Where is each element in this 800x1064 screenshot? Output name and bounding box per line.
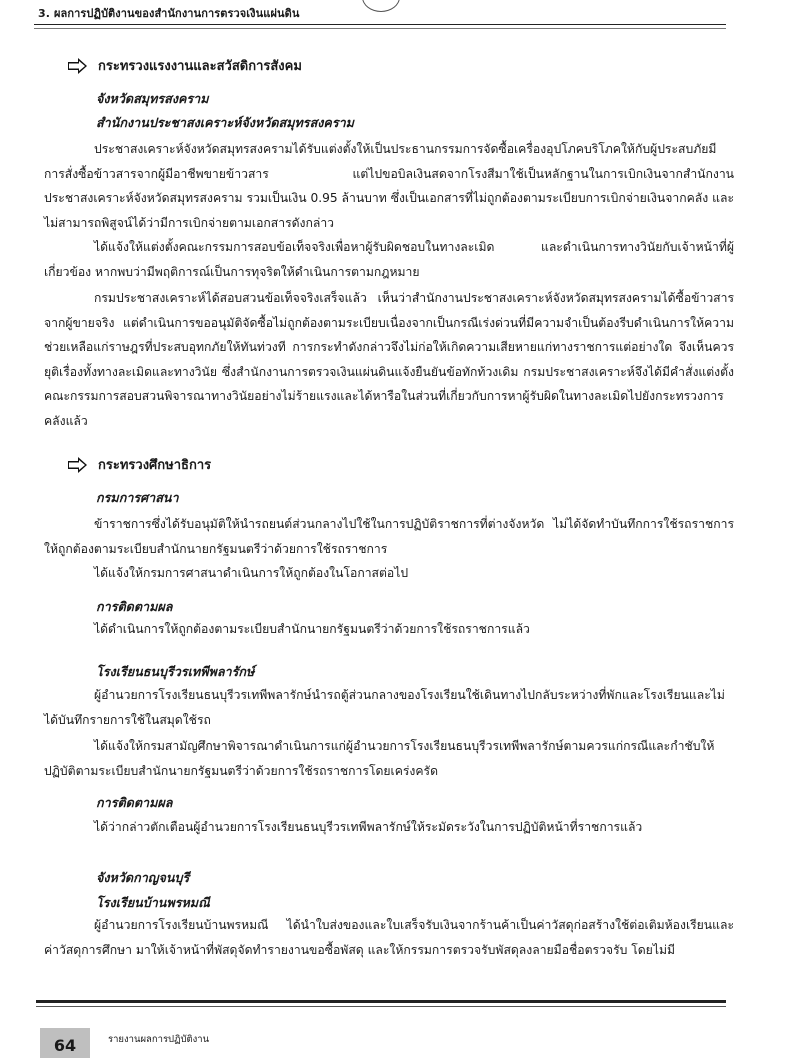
paragraph: ประชาสงเคราะห์จังหวัดสมุทรสงครามได้รับแต่งตั้งให้เป็นประธานกรรมการจัดซื้อเครื่องอุปโภคบริโภคให้กับผู้ประสบภัยมีการสั่งซื้อข้าวสารจากผู้มีอาชีพขายข้าวสาร แต่ไปขอบิลเงินสดจากโรงสีมาใช้เป็นหลักฐานในการเบิกเงินจากสำนักงานประชาสงเคราะห์จังหวัดสมุทรสงคราม รวมเป็นเงิน 0.95 ล้านบาท ซึ่งเป็นเอกสารที่ไม่ถูกต้องตามระเบียบการเบิกจ่ายเงินจากคลัง และไม่สามารถพิสูจน์ได้ว่ามีการเบิกจ่ายตามเอกสารดังกล่าว [44, 142, 734, 230]
paragraph: ได้แจ้งให้กรมสามัญศึกษาพิจารณาดำเนินการแก่ผู้อำนวยการโรงเรียนธนบุรีวรเทพีพลารักษ์ตามควรแก่กรณีและกำชับให้ปฏิบัติตามระเบียบสำนักนายกรัฐมนตรีว่าด้วยการใช้รถราชการโดยเคร่งครัด [44, 739, 715, 778]
paragraph: ข้าราชการซึ่งได้รับอนุมัติให้นำรถยนต์ส่วนกลางไปใช้ในการปฏิบัติราชการที่ต่างจังหวัด ไม่ได้จัดทำบันทึกการใช้รถราชการให้ถูกต้องตามระเบียบสำนักนายกรัฐมนตรีว่าด้วยการใช้รถราชการ [44, 517, 734, 556]
header-rule [34, 24, 726, 25]
subheading-province: จังหวัดสมุทรสงคราม [96, 91, 209, 106]
header-rule-thin [34, 28, 726, 29]
arrow-bullet-icon [66, 58, 88, 74]
paragraph: ได้ดำเนินการให้ถูกต้องตามระเบียบสำนักนายกรัฐมนตรีว่าด้วยการใช้รถราชการแล้ว [94, 622, 530, 636]
paragraph: ได้ว่ากล่าวตักเตือนผู้อำนวยการโรงเรียนธนบุรีวรเทพีพลารักษ์ให้ระมัดระวังในการปฏิบัติหน้าที่ราชการแล้ว [94, 820, 643, 834]
footer-rule [36, 1000, 726, 1003]
subheading-department: กรมการศาสนา [96, 490, 179, 505]
subheading-school: โรงเรียนบ้านพรหมณี [96, 895, 210, 910]
footer-text: รายงานผลการปฏิบัติงาน [108, 1034, 210, 1045]
running-header: 3. ผลการปฏิบัติงานของสำนักงานการตรวจเงินแผ่นดิน [38, 7, 300, 20]
subheading-office: สำนักงานประชาสงเคราะห์จังหวัดสมุทรสงคราม [96, 115, 354, 130]
paragraph: ผู้อำนวยการโรงเรียนธนบุรีวรเทพีพลารักษ์นำรถตู้ส่วนกลางของโรงเรียนใช้เดินทางไปกลับระหว่างที่พักและโรงเรียนและไม่ได้บันทึกรายการใช้ในสมุดใช้รถ [44, 688, 725, 727]
emblem-logo [362, 0, 400, 12]
paragraph: ได้แจ้งให้กรมการศาสนาดำเนินการให้ถูกต้องในโอกาสต่อไป [94, 566, 409, 580]
paragraph: ได้แจ้งให้แต่งตั้งคณะกรรมการสอบข้อเท็จจริงเพื่อหาผู้รับผิดชอบในทางละเมิด และดำเนินการทางวินัยกับเจ้าหน้าที่ผู้เกี่ยวข้อง หากพบว่ามีพฤติการณ์เป็นการทุจริตให้ดำเนินการตามกฎหมาย [44, 240, 734, 279]
subheading-school: โรงเรียนธนบุรีวรเทพีพลารักษ์ [96, 664, 255, 679]
section-heading-education [66, 454, 211, 475]
subheading-province: จังหวัดกาญจนบุรี [96, 870, 190, 885]
subheading-followup: การติดตามผล [96, 795, 173, 810]
footer-rule-thin [36, 1006, 726, 1007]
subheading-followup: การติดตามผล [96, 599, 173, 614]
arrow-bullet-icon [66, 457, 88, 473]
section-heading-labour [66, 55, 302, 76]
paragraph: กรมประชาสงเคราะห์ได้สอบสวนข้อเท็จจริงเสร็จแล้ว เห็นว่าสำนักงานประชาสงเคราะห์จังหวัดสมุทรสงครามได้ซื้อข้าวสารจากผู้ขายจริง แต่ดำเนินการขออนุมัติจัดซื้อไม่ถูกต้องตามระเบียบเนื่องจากเป็นกรณีเร่งด่วนที่มีความจำเป็นต้องรีบดำเนินการให้ความช่วยเหลือแก่ราษฎรที่ประสบอุทกภัยให้ทันท่วงที การกระทำดังกล่าวจึงไม่ก่อให้เกิดความเสียหายแก่ทางราชการแต่อย่างใด จึงเห็นควรยุติเรื่องทั้งทางละเมิดและทางวินัย ซึ่งสำนักงานการตรวจเงินแผ่นดินแจ้งยืนยันข้อทักท้วงเดิม กรมประชาสงเคราะห์จึงได้มีคำสั่งแต่งตั้งคณะกรรมการสอบสวนพิจารณาทางวินัยอย่างไม่ร้ายแรงและได้หารือในส่วนที่เกี่ยวกับการหาผู้รับผิดในทางละเมิดไปยังกระทรวงการคลังแล้ว [44, 291, 734, 428]
paragraph: ผู้อำนวยการโรงเรียนบ้านพรหมณี ได้นำใบส่งของและใบเสร็จรับเงินจากร้านค้าเป็นค่าวัสดุก่อสร้างใช้ต่อเติมห้องเรียนและค่าวัสดุการศึกษา มาให้เจ้าหน้าที่พัสดุจัดทำรายงานขอซื้อพัสดุ และให้กรรมการตรวจรับพัสดุลงลายมือชื่อตรวจรับ โดยไม่มี [44, 918, 734, 957]
page-number: 64 [40, 1028, 90, 1058]
section-title: กระทรวงศึกษาธิการ [98, 458, 212, 473]
section-title: กระทรวงแรงงานและสวัสดิการสังคม [98, 59, 302, 74]
